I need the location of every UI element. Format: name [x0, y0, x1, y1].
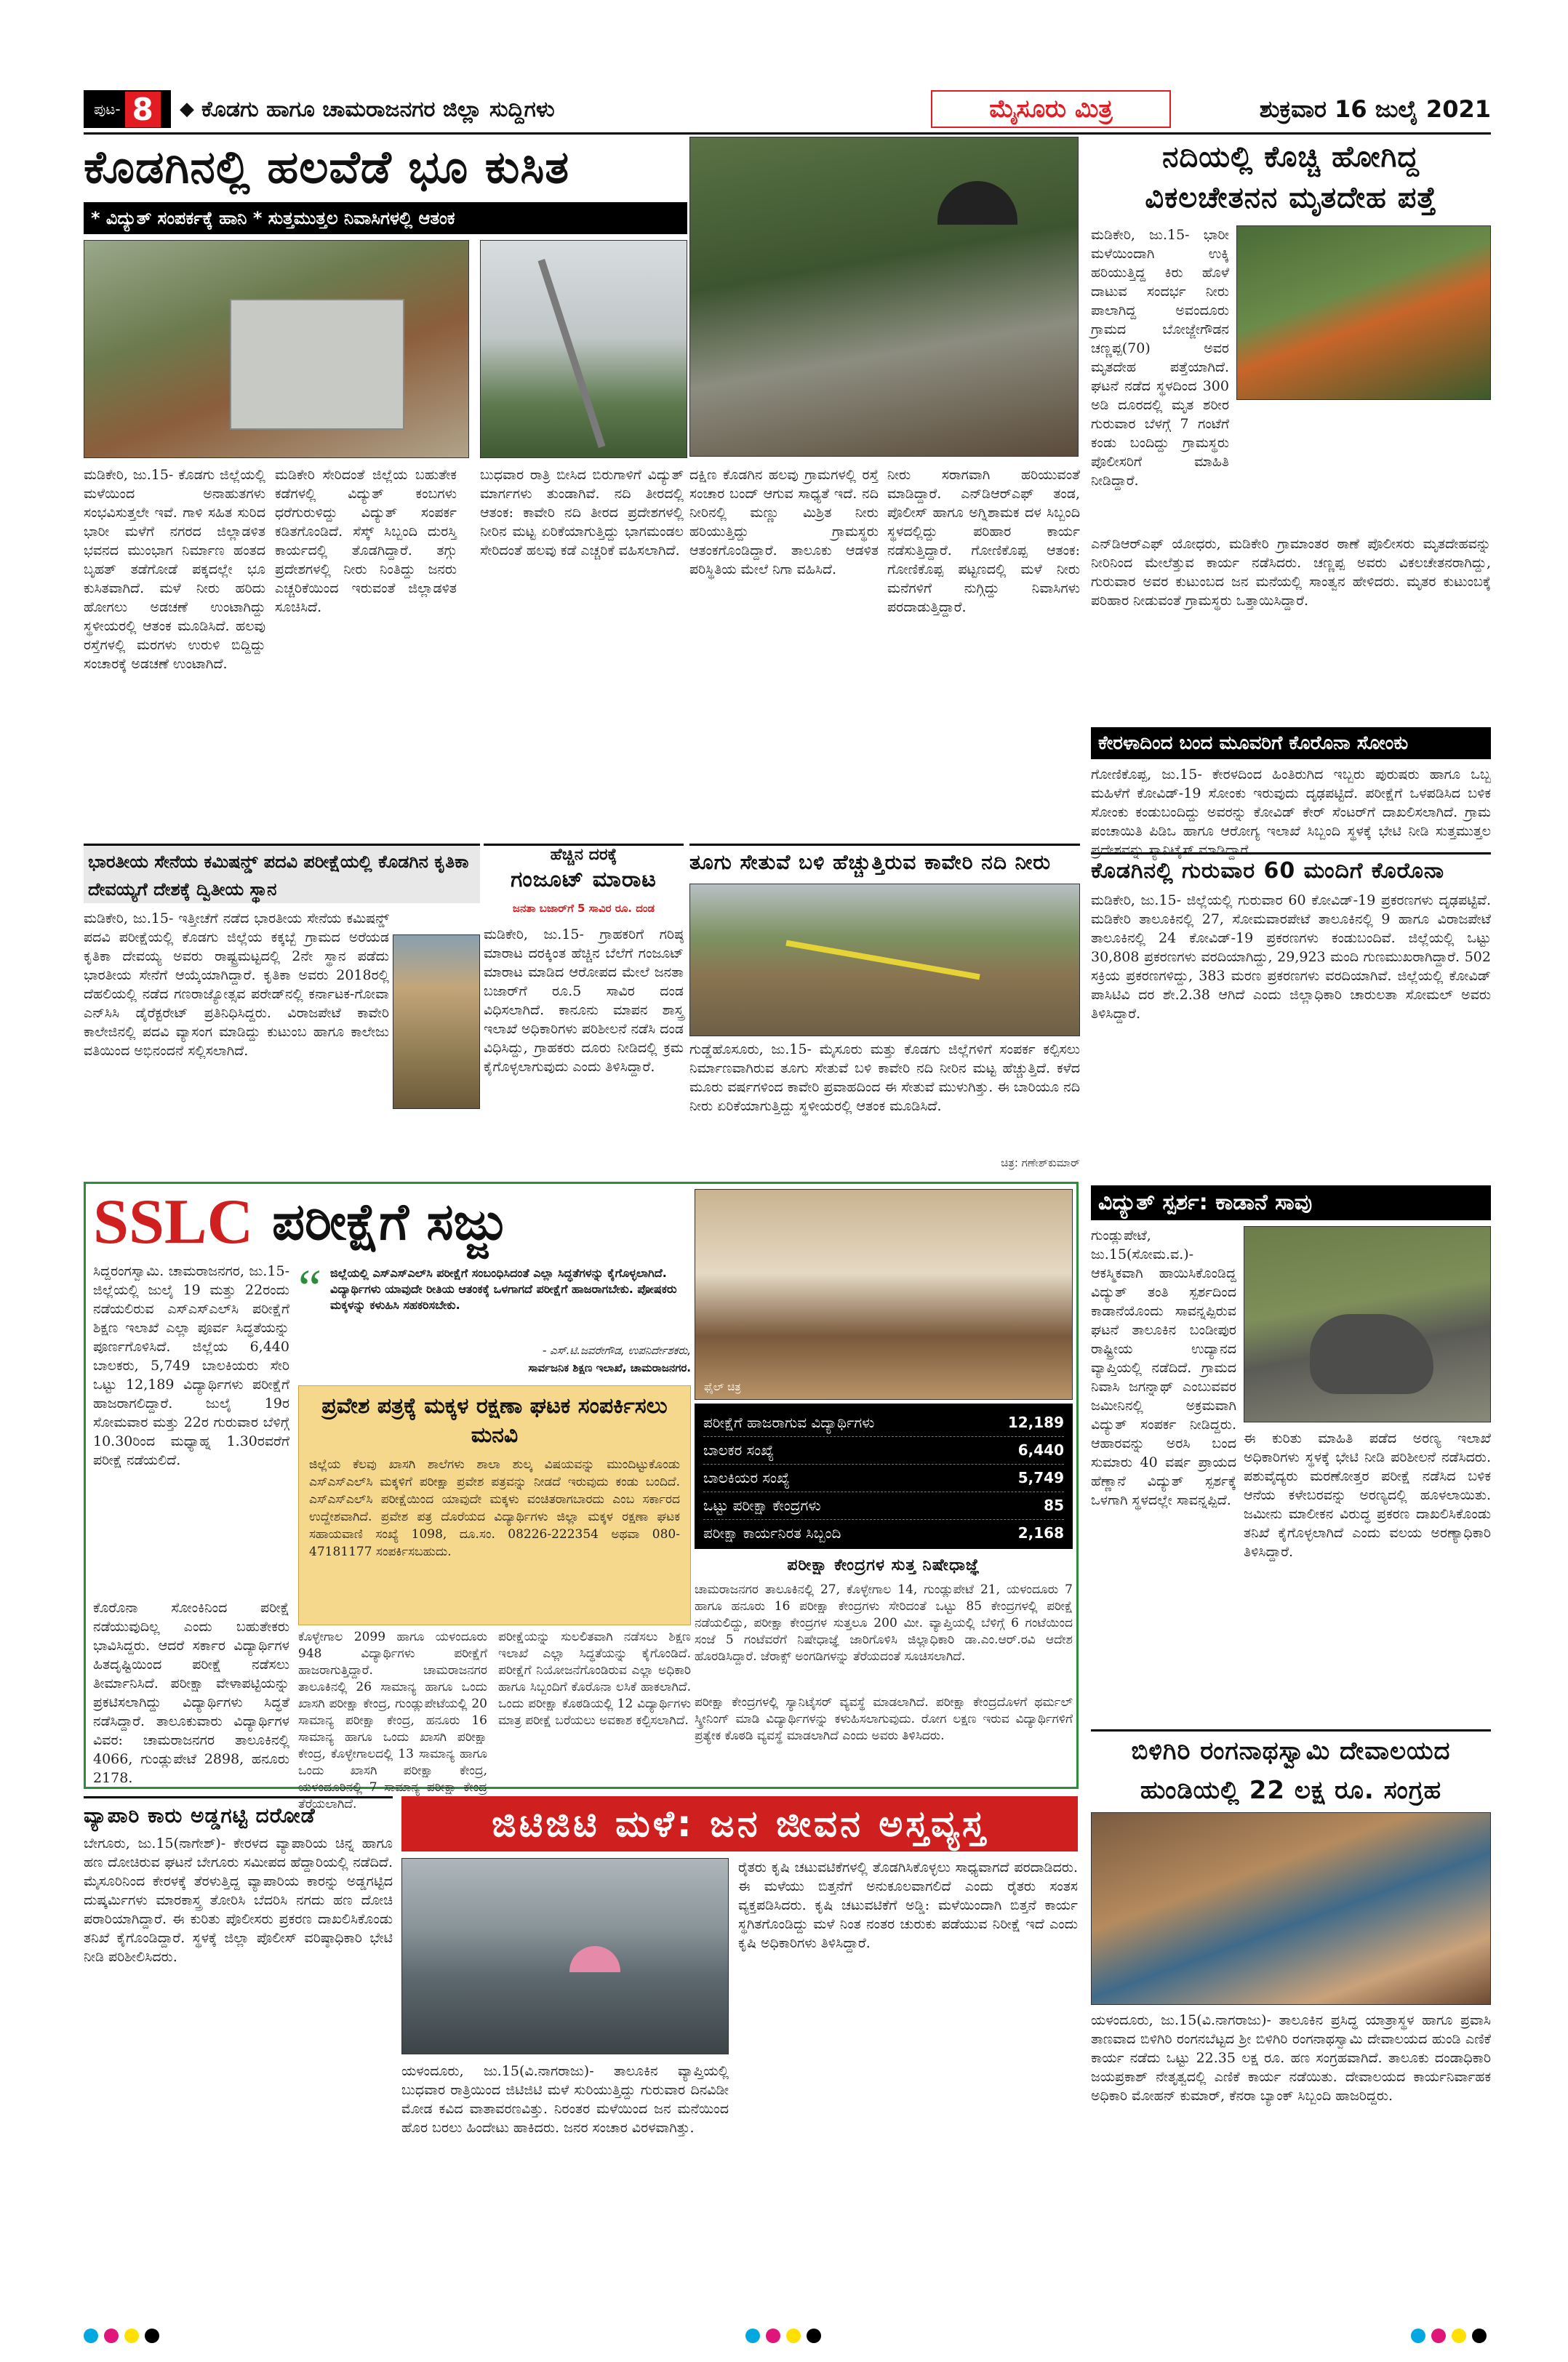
admit-text: ಜಿಲ್ಲೆಯ ಕೆಲವು ಖಾಸಗಿ ಶಾಲೆಗಳು ಶಾಲಾ ಶುಲ್ಕ ವಿಷಯವನ್ನು ಮುಂದಿಟ್ಟುಕೊಂಡು ಎಸ್ಎಸ್ಎಲ್‌ಸಿ ಮಕ್ಕಳಿಗೆ ಪರೀಕ್ಷಾ ಪ್ರವೇಶ ಪತ್ರವನ್ನು ನೀಡದೆ ಇರುವುದು ಕಂಡು ಬಂದಿದೆ. ಎಸ್ಎಸ್ಎಲ್‌ಸಿ ಪರೀಕ್ಷೆಯಿಂದ ಯಾವುದೇ ಮಕ್ಕಳು ವಂಚಿತರಾಗಬಾರದು ಎಂಬ ಸರ್ಕಾರದ ಉದ್ದೇಶವಾಗಿದೆ. ಪ್ರವೇಶ ಪತ್ರ ದೊರೆಯದ ವಿದ್ಯಾರ್ಥಿಗಳು ಜಿಲ್ಲಾ ಮಕ್ಕಳ ರಕ್ಷಣಾ ಘಟಕ ಸಹಾಯವಾಣಿ ಸಂಖ್ಯೆ 1098, ದೂ.ಸಂ. 08226-222354 ಅಥವಾ 080-47181177 ಸಂಪರ್ಕಿಸಬಹುದು. — [309, 1457, 680, 1559]
elephant-photo — [1244, 1226, 1491, 1422]
stat-label: ಪರೀಕ್ಷೆಗೆ ಹಾಜರಾಗುವ ವಿದ್ಯಾರ್ಥಿಗಳು — [703, 1414, 875, 1431]
sslc-col-text: ಸಿದ್ದರಂಗಸ್ವಾಮಿ. ಚಾಮರಾಜನಗರ, ಜು.15- ಜಿಲ್ಲೆಯಲ್ಲಿ ಜುಲೈ 19 ಮತ್ತು 22ರಂದು ನಡೆಯಲಿರುವ ಎಸ್ಎಸ್ಎಲ್‌ಸಿ ಪರೀಕ್ಷೆಗೆ ಶಿಕ್ಷಣ ಇಲಾಖೆ ಎಲ್ಲಾ ಪೂರ್ವ ಸಿದ್ಧತೆಯನ್ನು ಪೂರ್ಣಗೊಳಿಸಿದೆ. ಜಿಲ್ಲೆಯ 6,440 ಬಾಲಕರು, 5,749 ಬಾಲಕಿಯರು ಸೇರಿ ಒಟ್ಟು 12,189 ವಿದ್ಯಾರ್ಥಿಗಳು ಪರೀಕ್ಷೆಗೆ ಹಾಜರಾಗಲಿದ್ದಾರೆ. ಜುಲೈ 19ರ ಸೋಮವಾರ ಮತ್ತು 22ರ ಗುರುವಾರ ಬೆಳಿಗ್ಗೆ 10.30ರಿಂದ ಮಧ್ಯಾಹ್ನ 1.30ರವರೆಗೆ ಪರೀಕ್ಷೆ ನಡೆಯಲಿದೆ. — [93, 1263, 289, 1468]
bridge-deck — [785, 940, 980, 980]
masthead — [84, 86, 1491, 131]
black-dot — [145, 2329, 159, 2343]
kodagu-corona-text: ಮಡಿಕೇರಿ, ಜು.15- ಜಿಲ್ಲೆಯಲ್ಲಿ ಗುರುವಾರ 60 ಕೋವಿಡ್-19 ಪ್ರಕರಣಗಳು ದೃಢಪಟ್ಟಿವೆ. ಮಡಿಕೇರಿ ತಾಲೂಕಿನಲ್ಲಿ 27, ಸೋಮವಾರಪೇಟೆ ತಾಲೂಕಿನಲ್ಲಿ 9 ಹಾಗೂ ವಿರಾಜಪೇಟೆ ತಾಲೂಕಿನಲ್ಲಿ 24 ಕೋವಿಡ್-19 ಪ್ರಕರಣಗಳು ಕಂಡುಬಂದಿವೆ. ಜಿಲ್ಲೆಯಲ್ಲಿ ಒಟ್ಟು 30,808 ಪ್ರಕರಣಗಳು ವರದಿಯಾಗಿದ್ದು, 29,923 ಮಂದಿ ಗುಣಮುಖರಾಗಿದ್ದಾರೆ. 502 ಸಕ್ರಿಯ ಪ್ರಕರಣಗಳಿದ್ದು, 383 ಮರಣ ಪ್ರಕರಣಗಳು ವರದಿಯಾಗಿವೆ. ಜಿಲ್ಲೆಯಲ್ಲಿ ಕೋವಿಡ್ ಪಾಸಿಟಿವಿ ದರ ಶೇ.2.38 ಆಗಿದೆ ಎಂದು ಜಿಲ್ಲಾಧಿಕಾರಿ ಚಾರುಲತಾ ಸೋಮಲ್ ಅವರು ತಿಳಿಸಿದ್ದಾರೆ. — [1091, 892, 1491, 1022]
rain-street-photo — [401, 1858, 729, 2054]
black-dot — [1472, 2329, 1487, 2343]
centers-text: ಚಾಮರಾಜನಗರ ತಾಲೂಕಿನಲ್ಲಿ 27, ಕೊಳ್ಳೇಗಾಲ 14, ಗುಂಡ್ಲುಪೇಟೆ 21, ಯಳಂದೂರು 7 ಹಾಗೂ ಹನೂರು 16 ಪರೀಕ್ಷಾ ಕೇಂದ್ರಗಳು ಸೇರಿದಂತೆ ಒಟ್ಟು 85 ಕೇಂದ್ರಗಳಲ್ಲಿ ಪರೀಕ್ಷೆ ನಡೆಯಲಿದ್ದು, ಪರೀಕ್ಷಾ ಕೇಂದ್ರಗಳ ಸುತ್ತಲೂ 200 ಮೀ. ವ್ಯಾಪ್ತಿಯಲ್ಲಿ ಬೆಳಿಗ್ಗೆ 6 ಗಂಟೆಯಿಂದ ಸಂಜೆ 5 ಗಂಟೆವರೆಗೆ ನಿಷೇಧಾಜ್ಞೆ ಜಾರಿಗೊಳಿಸಿ ಜಿಲ್ಲಾಧಿಕಾರಿ ಡಾ.ಎಂ.ಆರ್.ರವಿ ಆದೇಶ ಹೊರಡಿಸಿದ್ದಾರೆ. ಜೆರಾಕ್ಸ್ ಅಂಗಡಿಗಳನ್ನು ತೆರೆಯದಂತೆ ಸೂಚಿಸಲಾಗಿದೆ. — [695, 1582, 1073, 1664]
sslc-quote: ಜಿಲ್ಲೆಯಲ್ಲಿ ಎಸ್ಎಸ್ಎಲ್‌ಸಿ ಪರೀಕ್ಷೆಗೆ ಸಂಬಂಧಿಸಿದಂತೆ ಎಲ್ಲಾ ಸಿದ್ಧತೆಗಳನ್ನು ಕೈಗೊಳ್ಳಲಾಗಿದೆ. ವಿದ್ಯಾರ್ಥಿಗಳು ಯಾವುದೇ ರೀತಿಯ ಆತಂಕಕ್ಕೆ ಒಳಗಾಗದೆ ಪರೀಕ್ಷೆಗೆ ಹಾಜರಾಗಬೇಕು. ಪೋಷಕರು ಮಕ್ಕಳನ್ನು ಕಳುಹಿಸಿ ಸಹಕರಿಸಬೇಕು. — [330, 1266, 677, 1312]
river-text-b: ಎನ್‌ಡಿಆರ್‌ಎಫ್ ಯೋಧರು, ಮಡಿಕೇರಿ ಗ್ರಾಮಾಂತರ ಠಾಣೆ ಪೊಲೀಸರು ಮೃತದೇಹವನ್ನು ನೀರಿನಿಂದ ಮೇಲೆತ್ತುವ ಕಾರ್ಯ ನಡೆಸಿದರು. ಚಣ್ಣಪ್ಪ ಅವರು ವಿಕಲಚೇತನರಾಗಿದ್ದು, ಗುರುವಾರ ಅವರ ಕುಟುಂಬದ ಜನ ಮನೆಯಲ್ಲಿ ಸಾಂತ್ವನ ಹೇಳಿದರು. ಮೃತರ ಕುಟುಂಬಕ್ಕೆ ಪರಿಹಾರ ನೀಡುವಂತೆ ಗ್ರಾಮಸ್ಥರು ಒತ್ತಾಯಿಸಿದ್ದಾರೆ. — [1091, 536, 1491, 609]
kerala-corona-text: ಗೋಣಿಕೊಪ್ಪ, ಜು.15- ಕೇರಳದಿಂದ ಹಿಂತಿರುಗಿದ ಇಬ್ಬರು ಪುರುಷರು ಹಾಗೂ ಒಬ್ಬ ಮಹಿಳೆಗೆ ಕೋವಿಡ್-19 ಸೋಂಕು ಇರುವುದು ದೃಢಪಟ್ಟಿದೆ. ಪರೀಕ್ಷೆಗೆ ಒಳಪಡಿಸಿದ ಬಳಿಕ ಸೋಂಕು ಕಂಡುಬಂದಿದ್ದು ಅವರನ್ನು ಕೋವಿಡ್ ಕೇರ್ ಸೆಂಟರ್‌ಗೆ ದಾಖಲಿಸಲಾಗಿದೆ. ಗ್ರಾಮ ಪಂಚಾಯಿತಿ ಪಿಡಿಒ ಹಾಗೂ ಆರೋಗ್ಯ ಇಲಾಖೆ ಸಿಬ್ಬಂದಿ ಸ್ಥಳಕ್ಕೆ ಭೇಟಿ ನೀಡಿ ಸುತ್ತಮುತ್ತಲ ಪ್ರದೇಶವನ್ನು ಸ್ಯಾನಿಟೈಸ್ ಮಾಡಿದ್ದಾರೆ. — [1091, 766, 1491, 858]
temple-text: ಯಳಂದೂರು, ಜು.15(ವಿ.ನಾಗರಾಜು)- ತಾಲೂಕಿನ ಪ್ರಸಿದ್ಧ ಯಾತ್ರಾಸ್ಥಳ ಹಾಗೂ ಪ್ರವಾಸಿ ತಾಣವಾದ ಬಿಳಿಗಿರಿ ರಂಗನಬೆಟ್ಟದ ಶ್ರೀ ಬಿಳಿಗಿರಿ ರಂಗನಾಥಸ್ವಾಮಿ ದೇವಾಲಯದ ಹುಂಡಿ ಎಣಿಕೆ ಕಾರ್ಯ ನಡೆದು ಒಟ್ಟು 22.35 ಲಕ್ಷ ರೂ. ಹಣ ಸಂಗ್ರಹವಾಗಿದೆ. ತಾಲೂಕು ದಂಡಾಧಿಕಾರಿ ಜಯಪ್ರಕಾಶ್ ನೇತೃತ್ವದಲ್ಲಿ ಎಣಿಕೆ ಕಾರ್ಯ ನಡೆಯಿತು. ದೇವಾಲಯದ ಕಾರ್ಯನಿರ್ವಾಹಕ ಅಧಿಕಾರಿ ಮೋಹನ್ ಕುಮಾರ್, ಕೆನರಾ ಬ್ಯಾಂಕ್ ಸಿಬ್ಬಂದಿ ಹಾಜರಿದ್ದರು. — [1091, 2012, 1491, 2104]
retaining-wall — [230, 299, 404, 430]
umbrella-pink — [569, 1946, 620, 1972]
diamond-icon: ◆ — [180, 98, 194, 120]
cyan-dot — [84, 2329, 98, 2343]
magenta-dot — [104, 2329, 119, 2343]
sslc-photo-credit: ಫೈಲ್ ಚಿತ್ರ — [704, 1380, 741, 1393]
sslc-stats-box — [695, 1404, 1073, 1549]
registration-marks-left — [84, 2327, 164, 2345]
sslc-headline-latin: SSLC — [93, 1186, 254, 1257]
rain-text-b: ರೈತರು ಕೃಷಿ ಚಟುವಟಿಕೆಗಳಲ್ಲಿ ತೊಡಗಿಸಿಕೊಳ್ಳಲು ಸಾಧ್ಯವಾಗದೆ ಪರದಾಡಿದರು. ಈ ಮಳೆಯು ಬಿತ್ತನೆಗೆ ಅನುಕೂಲವಾಗಲಿದೆ ಎಂದು ರೈತರು ಸಂತಸ ವ್ಯಕ್ತಪಡಿಸಿದರು. ಕೃಷಿ ಚಟುವಟಿಕೆಗೆ ಅಡ್ಡಿ: ಮಳೆಯಿಂದಾಗಿ ಬಿತ್ತನೆ ಕಾರ್ಯ ಸ್ಥಗಿತಗೊಂಡಿದ್ದು ಮಳೆ ನಿಂತ ನಂತರ ಚುರುಕು ಪಡೆಯುವ ನಿರೀಕ್ಷೆ ಇದೆ ಎಂದು ಕೃಷಿ ಅಧಿಕಾರಿಗಳು ತಿಳಿಸಿದ್ದಾರೆ. — [738, 1859, 1078, 1951]
kerala-corona-headline: ಕೇರಳಾದಿಂದ ಬಂದ ಮೂವರಿಗೆ ಕೊರೊನಾ ಸೋಂಕು — [1091, 727, 1491, 759]
page-number-box — [84, 90, 171, 128]
landslide-photo — [84, 240, 469, 458]
electric-pole-photo — [480, 240, 687, 458]
cyan-dot — [1411, 2329, 1425, 2343]
page-label: ಪುಟ- — [94, 100, 121, 118]
cyan-dot — [745, 2329, 760, 2343]
sslc-lower-text2: ಪರೀಕ್ಷೆಯನ್ನು ಸುಲಲಿತವಾಗಿ ನಡೆಸಲು ಶಿಕ್ಷಣ ಇಲಾಖೆ ಎಲ್ಲಾ ಸಿದ್ಧತೆಯನ್ನು ಕೈಗೊಂಡಿದೆ. ಪರೀಕ್ಷೆಗೆ ನಿಯೋಜನೆಗೊಂಡಿರುವ ಎಲ್ಲಾ ಅಧಿಕಾರಿ ಹಾಗೂ ಸಿಬ್ಬಂದಿಗೆ ಕೊರೊನಾ ಲಸಿಕೆ ಹಾಕಲಾಗಿದೆ. ಒಂದು ಪರೀಕ್ಷಾ ಕೊಠಡಿಯಲ್ಲಿ 12 ವಿದ್ಯಾರ್ಥಿಗಳು ಮಾತ್ರ ಪರೀಕ್ಷೆ ಬರೆಯಲು ಅವಕಾಶ ಕಲ್ಪಿಸಲಾಗಿದೆ. — [498, 1630, 691, 1728]
stat-label: ಪರೀಕ್ಷಾ ಕಾರ್ಯನಿರತ ಸಿಬ್ಬಂದಿ — [703, 1524, 841, 1542]
price-headline: ಗಂಜೂಟ್ ಮಾರಾಟ — [511, 867, 657, 892]
river-headline: ನದಿಯಲ್ಲಿ ಕೊಚ್ಚಿ ಹೋಗಿದ್ದ ವಿಕಲಚೇತನನ ಮೃತದೇಹ ಪತ್ತೆ — [1145, 140, 1437, 215]
stat-label: ಒಟ್ಟು ಪರೀಕ್ಷಾ ಕೇಂದ್ರಗಳು — [703, 1497, 821, 1514]
sslc-col-text2: ಕೊರೊನಾ ಸೋಂಕಿನಿಂದ ಪರೀಕ್ಷೆ ನಡೆಯುವುದಿಲ್ಲ ಎಂದು ಬಹುತೇಕರು ಭಾವಿಸಿದ್ದರು. ಆದರೆ ಸರ್ಕಾರ ವಿದ್ಯಾರ್ಥಿಗಳ ಹಿತದೃಷ್ಟಿಯಿಂದ ಪರೀಕ್ಷೆ ನಡೆಸಲು ತೀರ್ಮಾನಿಸಿದೆ. ಪರೀಕ್ಷಾ ವೇಳಾಪಟ್ಟಿಯನ್ನು ಪ್ರಕಟಿಸಲಾಗಿದ್ದು ವಿದ್ಯಾರ್ಥಿಗಳು ಸಿದ್ಧತೆ ನಡೆಸಿದ್ದಾರೆ. ತಾಲೂಕುವಾರು ವಿದ್ಯಾರ್ಥಿಗಳ ವಿವರ: ಚಾಮರಾಜನಗರ ತಾಲೂಕಿನಲ್ಲಿ 4066, ಗುಂಡ್ಲುಪೇಟೆ 2898, ಹನೂರು 2178. — [93, 1600, 289, 1786]
lead-col-3: ಬುಧವಾರ ರಾತ್ರಿ ಬೀಸಿದ ಬಿರುಗಾಳಿಗೆ ವಿದ್ಯುತ್ ಮಾರ್ಗಗಳು ತುಂಡಾಗಿವೆ. ನದಿ ತೀರದಲ್ಲಿ ಆತಂಕ: ಕಾವೇರಿ ನದಿ ತೀರದ ಪ್ರದೇಶಗಳಲ್ಲಿ ನೀರಿನ ಮಟ್ಟ ಏರಿಕೆಯಾಗುತ್ತಿದ್ದು ಭಾಗಮಂಡಲ ಸೇರಿದಂತೆ ಹಲವು ಕಡೆ ಎಚ್ಚರಿಕೆ ವಹಿಸಲಾಗಿದೆ. — [480, 467, 684, 559]
lead-col-4: ದಕ್ಷಿಣ ಕೊಡಗಿನ ಹಲವು ಗ್ರಾಮಗಳಲ್ಲಿ ರಸ್ತೆ ಸಂಚಾರ ಬಂದ್ ಆಗುವ ಸಾಧ್ಯತೆ ಇದೆ. ನದಿ ನೀರಿನಲ್ಲಿ ಮಣ್ಣು ಮಿಶ್ರಿತ ನೀರು ಹರಿಯುತ್ತಿದ್ದು ಗ್ರಾಮಸ್ಥರು ಆತಂಕಗೊಂಡಿದ್ದಾರೆ. ತಾಲೂಕು ಆಡಳಿತ ಪರಿಸ್ಥಿತಿಯ ಮೇಲೆ ನಿಗಾ ವಹಿಸಿದೆ. — [689, 467, 879, 577]
temple-headline: ಬಿಳಿಗಿರಿ ರಂಗನಾಥಸ್ವಾಮಿ ದೇವಾಲಯದ ಹುಂಡಿಯಲ್ಲಿ 22 ಲಕ್ಷ ರೂ. ಸಂಗ್ರಹ — [1091, 1729, 1491, 1808]
black-dot — [807, 2329, 821, 2343]
yellow-dot — [124, 2329, 139, 2343]
centers-headline: ಪರೀಕ್ಷಾ ಕೇಂದ್ರಗಳ ಸುತ್ತ ನಿಷೇಧಾಜ್ಞೆ — [787, 1556, 980, 1574]
stat-label: ಬಾಲಕರ ಸಂಖ್ಯೆ — [703, 1441, 775, 1459]
elephant-text: ಗುಂಡ್ಲುಪೇಟೆ, ಜು.15(ಸೋಮ.ವ.)- ಆಕಸ್ಮಿಕವಾಗಿ ಹಾಯಿಸಿಕೊಂಡಿದ್ದ ವಿದ್ಯುತ್ ತಂತಿ ಸ್ಪರ್ಶದಿಂದ ಕಾಡಾನೆಯೊಂದು ಸಾವನ್ನಪ್ಪಿರುವ ಘಟನೆ ತಾಲೂಕಿನ ಬಂಡೀಪುರ ರಾಷ್ಟ್ರೀಯ ಉದ್ಯಾನದ ವ್ಯಾಪ್ತಿಯಲ್ಲಿ ನಡೆದಿದೆ. ಗ್ರಾಮದ ನಿವಾಸಿ ಜಗನ್ನಾಥ್ ಎಂಬುವವರ ಜಮೀನಿನಲ್ಲಿ ಅಕ್ರಮವಾಗಿ ವಿದ್ಯುತ್ ಸಂಪರ್ಕ ನೀಡಿದ್ದರು. ಆಹಾರವನ್ನು ಅರಸಿ ಬಂದ ಸುಮಾರು 40 ವರ್ಷ ಪ್ರಾಯದ ಹೆಣ್ಣಾನೆ ವಿದ್ಯುತ್ ಸ್ಪರ್ಶಕ್ಕೆ ಒಳಗಾಗಿ ಸ್ಥಳದಲ್ಲೇ ಸಾವನ್ನಪ್ಪಿದೆ. — [1091, 1228, 1236, 1508]
river-text-a: ಮಡಿಕೇರಿ, ಜು.15- ಭಾರೀ ಮಳೆಯಿಂದಾಗಿ ಉಕ್ಕಿ ಹರಿಯುತ್ತಿದ್ದ ಕಿರು ಹೊಳೆ ದಾಟುವ ಸಂದರ್ಭ ನೀರು ಪಾಲಾಗಿದ್ದ ಅವಂದೂರು ಗ್ರಾಮದ ಬೋಜ್ಜೇಗೌಡನ ಚಣ್ಣಪ್ಪ(70) ಅವರ ಮೃತದೇಹ ಪತ್ತೆಯಾಗಿದೆ. ಘಟನೆ ನಡೆದ ಸ್ಥಳದಿಂದ 300 ಅಡಿ ದೂರದಲ್ಲಿ ಮೃತ ಶರೀರ ಗುರುವಾರ ಬೆಳಗ್ಗೆ 7 ಗಂಟೆಗೆ ಕಂಡು ಬಂದಿದ್ದು ಗ್ರಾಮಸ್ಥರು ಪೊಲೀಸರಿಗೆ ಮಾಹಿತಿ ನೀಡಿದ್ದಾರೆ. — [1091, 227, 1229, 489]
stat-label: ಬಾಲಕಿಯರ ಸಂಖ್ಯೆ — [703, 1469, 790, 1486]
sslc-quote-author: - ಎಸ್.ಟಿ.ಜವರೇಗೌಡ, ಉಪನಿರ್ದೇಶಕರು, — [543, 1344, 691, 1357]
lead-subhead: * ವಿದ್ಯುತ್ ಸಂಪರ್ಕಕ್ಕೆ ಹಾನಿ * ಸುತ್ತಮುತ್ತಲ ನಿವಾಸಿಗಳಲ್ಲಿ ಆತಂಕ — [84, 202, 687, 234]
sslc-lower-text3: ಪರೀಕ್ಷಾ ಕೇಂದ್ರಗಳಲ್ಲಿ ಸ್ಯಾನಿಟೈಸರ್ ವ್ಯವಸ್ಥೆ ಮಾಡಲಾಗಿದೆ. ಪರೀಕ್ಷಾ ಕೇಂದ್ರದೊಳಗೆ ಥರ್ಮಲ್ ಸ್ಕ್ರೀನಿಂಗ್ ಮಾಡಿ ವಿದ್ಯಾರ್ಥಿಗಳನ್ನು ಕಳುಹಿಸಲಾಗುವುದು. ರೋಗ ಲಕ್ಷಣ ಇರುವ ವಿದ್ಯಾರ್ಥಿಗಳಿಗೆ ಪ್ರತ್ಯೇಕ ಕೊಠಡಿ ವ್ಯವಸ್ಥೆ ಮಾಡಲಾಗಿದೆ ಎಂದು ಅವರು ತಿಳಿಸಿದರು. — [695, 1695, 1073, 1743]
cadet-photo — [393, 934, 480, 1109]
stat-row — [703, 1492, 1064, 1520]
pole — [538, 259, 606, 448]
stat-row — [703, 1465, 1064, 1492]
stat-row — [703, 1520, 1064, 1547]
bridge-text: ಗುಡ್ಡೆಹೊಸೂರು, ಜು.15- ಮೈಸೂರು ಮತ್ತು ಕೊಡಗು ಜಿಲ್ಲೆಗಳಿಗೆ ಸಂಪರ್ಕ ಕಲ್ಪಿಸಲು ನಿರ್ಮಾಣವಾಗಿರುವ ತೂಗು ಸೇತುವೆ ಬಳಿ ಕಾವೇರಿ ನದಿ ನೀರಿನ ಮಟ್ಟ ಹೆಚ್ಚುತ್ತಿದೆ. ಕಳೆದ ಮೂರು ವರ್ಷಗಳಿಂದ ಕಾವೇರಿ ಪ್ರವಾಹದಿಂದ ಈ ಸೇತುವೆ ಮುಳುಗಿತ್ತು. ಈ ಬಾರಿಯೂ ನದಿ ನೀರು ಏರಿಕೆಯಾಗುತ್ತಿದ್ದು ಸ್ಥಳೀಯರಲ್ಲಿ ಆತಂಕ ಮೂಡಿಸಿದೆ. — [689, 1041, 1080, 1114]
rain-headline: ಜಿಟಿಜಿಟಿ ಮಳೆ: ಜನ ಜೀವನ ಅಸ್ತವ್ಯಸ್ತ — [401, 1796, 1078, 1851]
yellow-dot — [1452, 2329, 1466, 2343]
bridge-headline: ತೂಗು ಸೇತುವೆ ಬಳಿ ಹೆಚ್ಚುತ್ತಿರುವ ಕಾವೇರಿ ನದಿ ನೀರು — [689, 844, 1080, 877]
price-text: ಮಡಿಕೇರಿ, ಜು.15- ಗ್ರಾಹಕರಿಗೆ ಗರಿಷ್ಠ ಮಾರಾಟ ದರಕ್ಕಿಂತ ಹೆಚ್ಚಿನ ಬೆಲೆಗೆ ಗಂಜೂಟ್ ಮಾರಾಟ ಮಾಡಿದ ಆರೋಪದ ಮೇಲೆ ಜನತಾ ಬಜಾರ್‌ಗೆ ರೂ.5 ಸಾವಿರ ದಂಡ ವಿಧಿಸಲಾಗಿದೆ. ಕಾನೂನು ಮಾಪನ ಶಾಸ್ತ್ರ ಇಲಾಖೆ ಅಧಿಕಾರಿಗಳು ಪರಿಶೀಲನೆ ನಡೆಸಿ ದಂಡ ವಿಧಿಸಿದ್ದು, ಗ್ರಾಹಕರು ದೂರು ನೀಡಿದಲ್ಲಿ ಕ್ರಮ ಕೈಗೊಳ್ಳಲಾಗುವುದು ಎಂದು ತಿಳಿಸಿದ್ದಾರೆ. — [484, 926, 684, 1075]
stat-value: 12,189 — [1007, 1414, 1064, 1431]
page-number: 8 — [125, 92, 161, 127]
stat-row — [703, 1409, 1064, 1437]
elephant-shape — [1310, 1314, 1433, 1394]
quote-mark-icon: “ — [298, 1259, 321, 1317]
kodagu-corona-headline: ಕೊಡಗಿನಲ್ಲಿ ಗುರುವಾರ 60 ಮಂದಿಗೆ ಕೊರೊನಾ — [1091, 852, 1491, 886]
ncc-text: ಮಡಿಕೇರಿ, ಜು.15- ಇತ್ತೀಚೆಗೆ ನಡೆದ ಭಾರತೀಯ ಸೇನೆಯ ಕಮಿಷನ್ಡ್ ಪದವಿ ಪರೀಕ್ಷೆಯಲ್ಲಿ ಕೊಡಗು ಜಿಲ್ಲೆಯ ಕಕ್ಕಬ್ಬೆ ಗ್ರಾಮದ ಅರೆಯಡ ಕೃತಿಕಾ ದೇವಯ್ಯ ಅವರು ರಾಷ್ಟ್ರಮಟ್ಟದಲ್ಲಿ 2ನೇ ಸ್ಥಾನ ಪಡೆದು ಭಾರತೀಯ ಸೇನೆಗೆ ಆಯ್ಕೆಯಾಗಿದ್ದಾರೆ. ಕೃತಿಕಾ ಅವರು 2018ರಲ್ಲಿ ದೆಹಲಿಯಲ್ಲಿ ನಡೆದ ಗಣರಾಜ್ಯೋತ್ಸವ ಪರೇಡ್‌ನಲ್ಲಿ ಕರ್ನಾಟಕ-ಗೋವಾ ಎನ್‌ಸಿಸಿ ಡೈರೆಕ್ಟರೇಟ್ ಪ್ರತಿನಿಧಿಸಿದ್ದರು. ವಿರಾಜಪೇಟೆ ಕಾವೇರಿ ಕಾಲೇಜಿನಲ್ಲಿ ಪದವಿ ವ್ಯಾಸಂಗ ಮಾಡಿದ್ದು ಕುಟುಂಬ ಹಾಗೂ ಕಾಲೇಜು ವತಿಯಿಂದ ಅಭಿನಂದನೆ ಸಲ್ಲಿಸಲಾಗಿದೆ. — [84, 910, 389, 1059]
sslc-lower-text: ಕೊಳ್ಳೇಗಾಲ 2099 ಹಾಗೂ ಯಳಂದೂರು 948 ವಿದ್ಯಾರ್ಥಿಗಳು ಪರೀಕ್ಷೆಗೆ ಹಾಜರಾಗುತ್ತಿದ್ದಾರೆ. ಚಾಮರಾಜನಗರ ತಾಲೂಕಿನಲ್ಲಿ 26 ಸಾಮಾನ್ಯ ಹಾಗೂ ಒಂದು ಖಾಸಗಿ ಪರೀಕ್ಷಾ ಕೇಂದ್ರ, ಗುಂಡ್ಲುಪೇಟೆಯಲ್ಲಿ 20 ಸಾಮಾನ್ಯ ಪರೀಕ್ಷಾ ಕೇಂದ್ರ, ಹನೂರು 16 ಸಾಮಾನ್ಯ ಹಾಗೂ ಒಂದು ಖಾಸಗಿ ಪರೀಕ್ಷಾ ಕೇಂದ್ರ, ಕೊಳ್ಳೇಗಾಲದಲ್ಲಿ 13 ಸಾಮಾನ್ಯ ಹಾಗೂ ಒಂದು ಖಾಸಗಿ ಪರೀಕ್ಷಾ ಕೇಂದ್ರ, ಯಳಂದೂರಿನಲ್ಲಿ 7 ಸಾಮಾನ್ಯ ಪರೀಕ್ಷಾ ಕೇಂದ್ರ ತೆರೆಯಲಾಗಿದೆ. — [298, 1630, 487, 1811]
lead-col-2: ಮಡಿಕೇರಿ ಸೇರಿದಂತೆ ಜಿಲ್ಲೆಯ ಬಹುತೇಕ ಕಡೆಗಳಲ್ಲಿ ವಿದ್ಯುತ್ ಕಂಬಗಳು ಧರೆಗುರುಳಿದ್ದು ವಿದ್ಯುತ್ ಸಂಪರ್ಕ ಕಡಿತಗೊಂಡಿದೆ. ಸೆಸ್ಕ್ ಸಿಬ್ಬಂದಿ ದುರಸ್ತಿ ಕಾರ್ಯದಲ್ಲಿ ತೊಡಗಿದ್ದಾರೆ. ತಗ್ಗು ಪ್ರದೇಶಗಳಲ್ಲಿ ನೀರು ನಿಂತಿದ್ದು ಜನರು ಎಚ್ಚರಿಕೆಯಿಂದ ಇರುವಂತೆ ಜಿಲ್ಲಾಡಳಿತ ಸೂಚಿಸಿದೆ. — [275, 467, 457, 615]
stat-value: 5,749 — [1017, 1469, 1064, 1486]
magenta-dot — [766, 2329, 780, 2343]
bridge-photo — [689, 884, 1080, 1036]
ncc-headline: ಭಾರತೀಯ ಸೇನೆಯ ಕಮಿಷನ್ಡ್ ಪದವಿ ಪರೀಕ್ಷೆಯಲ್ಲಿ ಕೊಡಗಿನ ಕೃತಿಕಾ ದೇವಯ್ಯಗೆ ದೇಶಕ್ಕೆ ದ್ವಿತೀಯ ಸ್ಥಾನ — [88, 852, 469, 900]
stat-value: 6,440 — [1017, 1441, 1064, 1459]
section-label: ಕೊಡಗು ಹಾಗೂ ಚಾಮರಾಜನಗರ ಜಿಲ್ಲಾ ಸುದ್ದಿಗಳು — [201, 96, 555, 122]
admit-headline: ಪ್ರವೇಶ ಪತ್ರಕ್ಕೆ ಮಕ್ಕಳ ರಕ್ಷಣಾ ಘಟಕ ಸಂಪರ್ಕಿಸಲು ಮನವಿ — [321, 1393, 668, 1448]
registration-marks-center — [745, 2327, 825, 2345]
elephant-headline: ವಿದ್ಯುತ್ ಸ್ಪರ್ಶ: ಕಾಡಾನೆ ಸಾವು — [1091, 1185, 1491, 1220]
sslc-headline-kn: ಪರೀಕ್ಷೆಗೆ ಸಜ್ಜು — [272, 1191, 508, 1252]
magenta-dot — [1431, 2329, 1446, 2343]
exam-hall-photo — [695, 1189, 1073, 1400]
masthead-rule — [84, 132, 1491, 135]
yellow-dot — [786, 2329, 801, 2343]
price-kicker: ಹೆಚ್ಚಿನ ದರಕ್ಕೆ — [484, 844, 684, 867]
issue-date: ಶುಕ್ರವಾರ 16 ಜುಲೈ 2021 — [1259, 95, 1491, 123]
price-byline: ಜನತಾ ಬಜಾರ್‌ಗೆ 5 ಸಾವಿರ ರೂ. ದಂಡ — [512, 902, 655, 915]
bridge-credit: ಚಿತ್ರ: ಗಣೇಶ್‌ಕುಮಾರ್ — [1001, 1156, 1080, 1169]
lead-col-1: ಮಡಿಕೇರಿ, ಜು.15- ಕೊಡಗು ಜಿಲ್ಲೆಯಲ್ಲಿ ಮಳೆಯಿಂದ ಅನಾಹುತಗಳು ಸಂಭವಿಸುತ್ತಲೇ ಇವೆ. ಗಾಳಿ ಸಹಿತ ಸುರಿದ ಭಾರೀ ಮಳೆಗೆ ನಗರದ ಜಿಲ್ಲಾಡಳಿತ ಭವನದ ಮುಂಭಾಗ ನಿರ್ಮಾಣ ಹಂತದ ಬೃಹತ್ ತಡೆಗೋಡೆ ಪಕ್ಕದಲ್ಲೇ ಭೂ ಕುಸಿತವಾಗಿದೆ. ಮಳೆ ನೀರು ಹರಿದು ಹೋಗಲು ಅಡಚಣೆ ಉಂಟಾಗಿದ್ದು ಸ್ಥಳೀಯರಲ್ಲಿ ಆತಂಕ ಮೂಡಿಸಿದೆ. ಹಲವು ರಸ್ತೆಗಳಲ್ಲಿ ಮರಗಳು ಉರುಳಿ ಬಿದ್ದಿದ್ದು ಸಂಚಾರಕ್ಕೆ ಅಡಚಣೆ ಉಂಟಾಗಿದೆ. — [84, 467, 265, 672]
elephant-text2: ಈ ಕುರಿತು ಮಾಹಿತಿ ಪಡೆದ ಅರಣ್ಯ ಇಲಾಖೆ ಅಧಿಕಾರಿಗಳು ಸ್ಥಳಕ್ಕೆ ಭೇಟಿ ನೀಡಿ ಪರಿಶೀಲನೆ ನಡೆಸಿದರು. ಪಶುವೈದ್ಯರು ಮರಣೋತ್ತರ ಪರೀಕ್ಷೆ ನಡೆಸಿದ ಬಳಿಕ ಆನೆಯ ಕಳೇಬರವನ್ನು ಅರಣ್ಯದಲ್ಲಿ ಹೂಳಲಾಯಿತು. ಜಮೀನು ಮಾಲೀಕನ ವಿರುದ್ಧ ಪ್ರಕರಣ ದಾಖಲಿಸಿಕೊಂಡು ತನಿಖೆ ಕೈಗೊಳ್ಳಲಾಗಿದೆ ಎಂದು ವಲಯ ಅರಣ್ಯಾಧಿಕಾರಿ ತಿಳಿಸಿದ್ದಾರೆ. — [1244, 1430, 1491, 1560]
section-title — [180, 90, 932, 128]
registration-marks-right — [1411, 2327, 1491, 2345]
robbery-headline: ವ್ಯಾಪಾರಿ ಕಾರು ಅಡ್ಡಗಟ್ಟಿ ದರೋಡೆ — [84, 1796, 393, 1831]
rescue-photo — [1236, 225, 1491, 400]
collapsed-house-photo — [689, 137, 1079, 457]
sslc-quote-box — [298, 1259, 691, 1382]
stat-value: 85 — [1044, 1497, 1064, 1514]
paper-name: ಮೈಸೂರು ಮಿತ್ರ — [931, 90, 1171, 128]
robbery-text: ಬೇಗೂರು, ಜು.15(ನಾಗೇಶ್)- ಕೇರಳದ ವ್ಯಾಪಾರಿಯ ಚಿನ್ನ ಹಾಗೂ ಹಣ ದೋಚಿರುವ ಘಟನೆ ಬೇಗೂರು ಸಮೀಪದ ಹೆದ್ದಾರಿಯಲ್ಲಿ ನಡೆದಿದೆ. ಮೈಸೂರಿನಿಂದ ಕೇರಳಕ್ಕೆ ತೆರಳುತ್ತಿದ್ದ ವ್ಯಾಪಾರಿಯ ಕಾರನ್ನು ಅಡ್ಡಗಟ್ಟಿದ ದುಷ್ಕರ್ಮಿಗಳು ಮಾರಕಾಸ್ತ್ರ ತೋರಿಸಿ ಬೆದರಿಸಿ ನಗದು ಹಣ ದೋಚಿ ಪರಾರಿಯಾಗಿದ್ದಾರೆ. ಈ ಕುರಿತು ಪೊಲೀಸರು ಪ್ರಕರಣ ದಾಖಲಿಸಿಕೊಂಡು ತನಿಖೆ ಕೈಗೊಂಡಿದ್ದಾರೆ. ಸ್ಥಳಕ್ಕೆ ಜಿಲ್ಲಾ ಪೊಲೀಸ್ ವರಿಷ್ಠಾಧಿಕಾರಿ ಭೇಟಿ ನೀಡಿ ಪರಿಶೀಲಿಸಿದರು. — [84, 1835, 393, 1965]
lead-headline: ಕೊಡಗಿನಲ್ಲಿ ಹಲವೆಡೆ ಭೂ ಕುಸಿತ — [84, 140, 570, 193]
admit-box — [298, 1385, 691, 1625]
umbrella — [937, 181, 1017, 225]
sslc-quote-author2: ಸಾರ್ವಜನಿಕ ಶಿಕ್ಷಣ ಇಲಾಖೆ, ಚಾಮರಾಜನಗರ. — [528, 1361, 691, 1374]
ncc-headline-box — [84, 844, 480, 903]
stat-value: 2,168 — [1017, 1524, 1064, 1542]
rain-text-a: ಯಳಂದೂರು, ಜು.15(ವಿ.ನಾಗರಾಜು)- ತಾಲೂಕಿನ ವ್ಯಾಪ್ತಿಯಲ್ಲಿ ಬುಧವಾರ ರಾತ್ರಿಯಿಂದ ಜಿಟಿಜಿಟಿ ಮಳೆ ಸುರಿಯುತ್ತಿದ್ದು ಗುರುವಾರ ದಿನವಿಡೀ ಮೋಡ ಕವಿದ ವಾತಾವರಣವಿತ್ತು. ನಿರಂತರ ಮಳೆಯಿಂದ ಜನ ಮನೆಯಿಂದ ಹೊರ ಬರಲು ಹಿಂದೇಟು ಹಾಕಿದರು. ಜನರ ಸಂಚಾರ ವಿರಳವಾಗಿತ್ತು. — [401, 2063, 729, 2136]
stat-row — [703, 1437, 1064, 1465]
sslc-headline — [93, 1187, 689, 1257]
lead-col-5: ನೀರು ಸರಾಗವಾಗಿ ಹರಿಯುವಂತೆ ಮಾಡಿದ್ದಾರೆ. ಎನ್‌ಡಿಆರ್‌ಎಫ್ ತಂಡ, ಪೊಲೀಸ್ ಹಾಗೂ ಅಗ್ನಿಶಾಮಕ ದಳ ಸಿಬ್ಬಂದಿ ಸ್ಥಳದಲ್ಲಿದ್ದು ಪರಿಹಾರ ಕಾರ್ಯ ನಡೆಸುತ್ತಿದ್ದಾರೆ. ಗೋಣಿಕೊಪ್ಪ ಆತಂಕ: ಗೋಣಿಕೊಪ್ಪ ಪಟ್ಟಣದಲ್ಲಿ ಮಳೆ ನೀರು ಮನೆಗಳಿಗೆ ನುಗ್ಗಿದ್ದು ನಿವಾಸಿಗಳು ಪರದಾಡುತ್ತಿದ್ದಾರೆ. — [887, 467, 1080, 615]
temple-counting-photo — [1091, 1812, 1491, 2005]
